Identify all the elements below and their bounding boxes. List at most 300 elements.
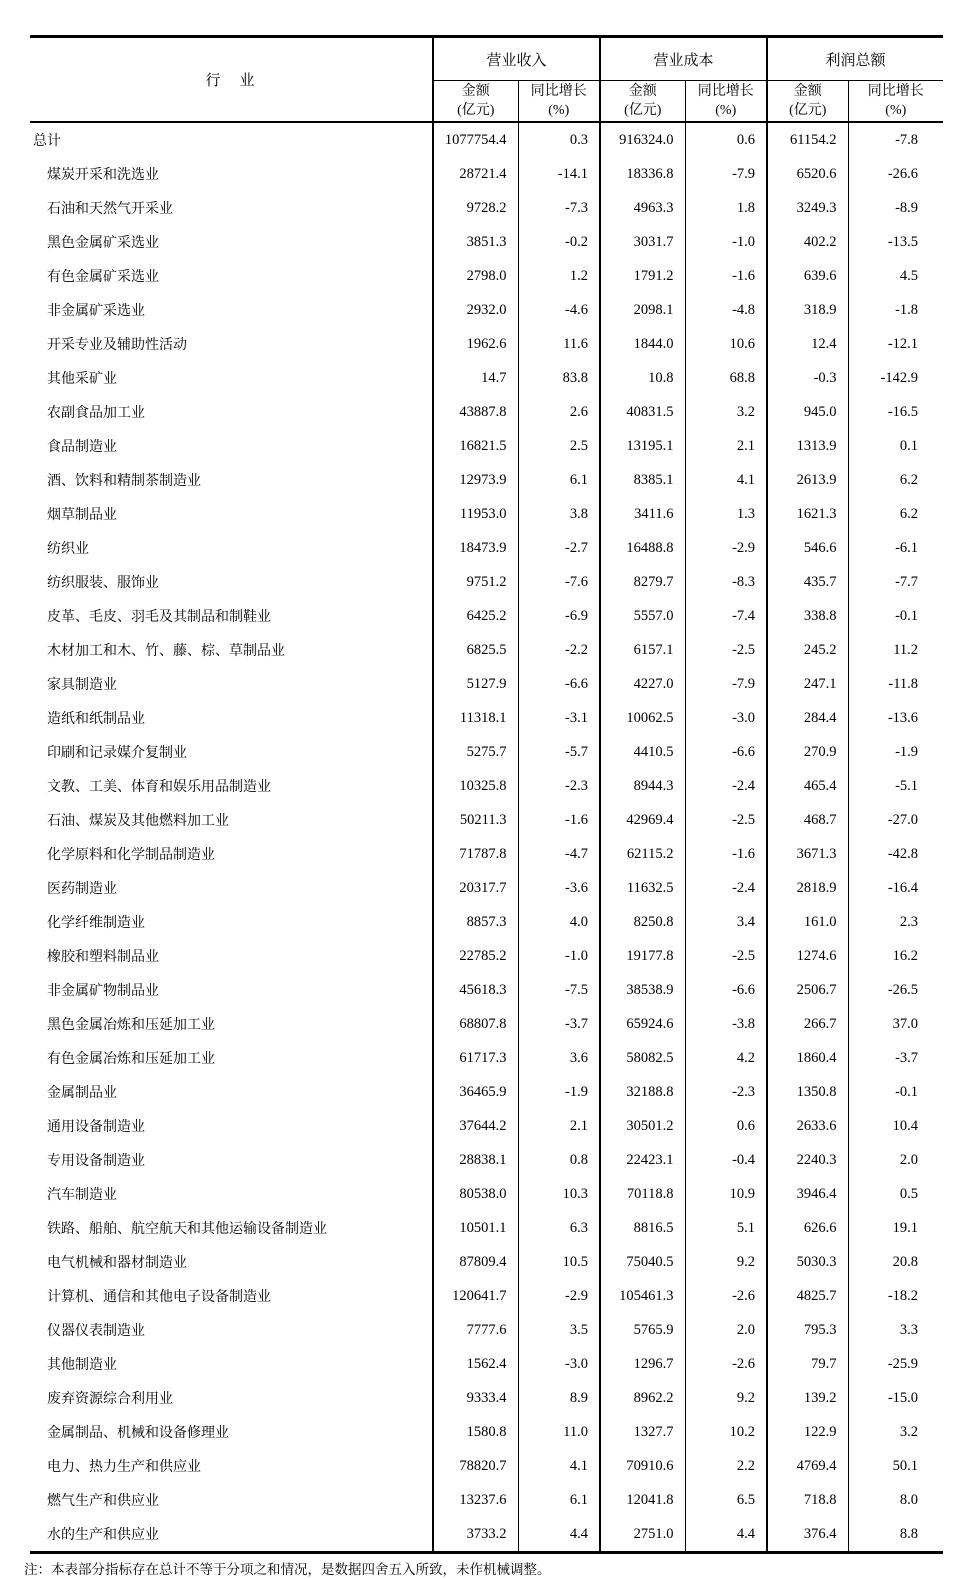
table-row [30, 531, 943, 565]
table-row [30, 327, 943, 361]
industry-name: 汽车制造业 [47, 1188, 117, 1203]
cost-amount-cell: 38538.9 [600, 973, 685, 1007]
profit-growth-cell: -142.9 [848, 361, 943, 395]
revenue-amount-cell: 9728.2 [433, 191, 518, 225]
cost-growth-cell: 3.2 [685, 395, 767, 429]
cost-amount-cell: 10062.5 [600, 701, 685, 735]
amount-unit-label: (亿元) [789, 103, 827, 118]
revenue-amount-cell: 61717.3 [433, 1041, 518, 1075]
revenue-amount-cell: 11318.1 [433, 701, 518, 735]
profit-amount-cell: 139.2 [767, 1381, 848, 1415]
cost-growth-cell: -6.6 [685, 973, 767, 1007]
profit-growth-cell: -27.0 [848, 803, 943, 837]
cost-amount-cell: 16488.8 [600, 531, 685, 565]
cost-amount-cell: 62115.2 [600, 837, 685, 871]
profit-growth-cell: 19.1 [848, 1211, 943, 1245]
profit-growth-cell: -5.1 [848, 769, 943, 803]
growth-label: 同比增长 [867, 84, 924, 99]
revenue-amount-cell: 20317.7 [433, 871, 518, 905]
table-row [30, 395, 943, 429]
table-row [30, 1109, 943, 1143]
cost-growth-cell: 4.4 [685, 1517, 767, 1553]
cost-amount-cell: 8250.8 [600, 905, 685, 939]
table-row [30, 1449, 943, 1483]
cost-growth-cell: 5.1 [685, 1211, 767, 1245]
table-row [30, 735, 943, 769]
table-row [30, 871, 943, 905]
cost-amount-cell: 65924.6 [600, 1007, 685, 1041]
cost-growth-cell: 10.9 [685, 1177, 767, 1211]
industry-name: 非金属矿物制品业 [47, 984, 159, 999]
revenue-amount-cell: 78820.7 [433, 1449, 518, 1483]
revenue-amount-cell: 1562.4 [433, 1347, 518, 1381]
industry-name: 纺织服装、服饰业 [47, 576, 159, 591]
revenue-amount-cell: 13237.6 [433, 1483, 518, 1517]
revenue-growth-cell: 2.1 [518, 1109, 600, 1143]
cost-amount-cell: 5765.9 [600, 1313, 685, 1347]
profit-amount-cell: 6520.6 [767, 157, 848, 191]
cost-growth-cell: -3.0 [685, 701, 767, 735]
cost-amount-cell: 916324.0 [600, 122, 685, 157]
table-row [30, 939, 943, 973]
table-row [30, 701, 943, 735]
cost-amount-cell: 1327.7 [600, 1415, 685, 1449]
profit-amount-cell: 61154.2 [767, 122, 848, 157]
cost-growth-cell: -0.4 [685, 1143, 767, 1177]
revenue-amount-cell: 9751.2 [433, 565, 518, 599]
cost-growth-cell: 3.4 [685, 905, 767, 939]
industry-name: 电气机械和器材制造业 [47, 1256, 187, 1271]
cost-amount-cell: 3031.7 [600, 225, 685, 259]
table-row [30, 463, 943, 497]
table-row [30, 1177, 943, 1211]
revenue-amount-cell: 2798.0 [433, 259, 518, 293]
table-row [30, 1245, 943, 1279]
cost-amount-cell: 58082.5 [600, 1041, 685, 1075]
cost-growth-cell: 1.3 [685, 497, 767, 531]
profit-growth-cell: -7.8 [848, 122, 943, 157]
revenue-amount-cell: 120641.7 [433, 1279, 518, 1313]
revenue-growth-cell: 11.6 [518, 327, 600, 361]
table-row [30, 1041, 943, 1075]
industry-name: 有色金属矿采选业 [47, 270, 159, 285]
table-row [30, 565, 943, 599]
amount-label: 金额 [461, 84, 490, 99]
industry-name: 造纸和纸制品业 [47, 712, 145, 727]
industry-statistics-table [30, 35, 943, 1554]
cost-amount-cell: 1296.7 [600, 1347, 685, 1381]
profit-amount-cell: 1350.8 [767, 1075, 848, 1109]
cost-growth-cell: 68.8 [685, 361, 767, 395]
industry-name: 石油、煤炭及其他燃料加工业 [47, 814, 229, 829]
profit-growth-cell: 37.0 [848, 1007, 943, 1041]
revenue-amount-cell: 3851.3 [433, 225, 518, 259]
profit-group-header: 利润总额 [767, 37, 943, 81]
industry-name: 农副食品加工业 [47, 406, 145, 421]
table-row [30, 769, 943, 803]
revenue-growth-cell: -1.0 [518, 939, 600, 973]
revenue-amount-cell: 28721.4 [433, 157, 518, 191]
profit-growth-cell: 6.2 [848, 463, 943, 497]
revenue-amount-cell: 6825.5 [433, 633, 518, 667]
industry-name: 纺织业 [47, 542, 89, 557]
profit-amount-cell: 79.7 [767, 1347, 848, 1381]
cost-growth-cell: -2.4 [685, 769, 767, 803]
industry-name: 酒、饮料和精制茶制造业 [47, 474, 201, 489]
industry-name: 化学原料和化学制品制造业 [47, 848, 215, 863]
profit-amount-cell: 270.9 [767, 735, 848, 769]
cost-amount-cell: 42969.4 [600, 803, 685, 837]
revenue-growth-cell: 10.3 [518, 1177, 600, 1211]
profit-amount-cell: 247.1 [767, 667, 848, 701]
revenue-growth-cell: -6.9 [518, 599, 600, 633]
cost-amount-cell: 6157.1 [600, 633, 685, 667]
profit-amount-cell: 1621.3 [767, 497, 848, 531]
revenue-group-header: 营业收入 [433, 37, 600, 81]
revenue-amount-cell: 68807.8 [433, 1007, 518, 1041]
profit-amount-cell: 945.0 [767, 395, 848, 429]
cost-growth-cell: -1.0 [685, 225, 767, 259]
profit-amount-cell: 318.9 [767, 293, 848, 327]
industry-name: 废弃资源综合利用业 [47, 1392, 173, 1407]
table-row [30, 1075, 943, 1109]
revenue-growth-cell: 6.1 [518, 1483, 600, 1517]
revenue-amount-cell: 87809.4 [433, 1245, 518, 1279]
table-row [30, 122, 943, 157]
profit-amount-cell: 1313.9 [767, 429, 848, 463]
revenue-growth-cell: -3.1 [518, 701, 600, 735]
industry-name: 专用设备制造业 [47, 1154, 145, 1169]
industry-name: 黑色金属矿采选业 [47, 236, 159, 251]
table-row [30, 497, 943, 531]
revenue-amount-cell: 5127.9 [433, 667, 518, 701]
table-row [30, 1211, 943, 1245]
amount-unit-label: (亿元) [624, 103, 662, 118]
industry-name: 化学纤维制造业 [47, 916, 145, 931]
cost-amount-cell: 18336.8 [600, 157, 685, 191]
revenue-growth-cell: -3.0 [518, 1347, 600, 1381]
industry-name: 通用设备制造业 [47, 1120, 145, 1135]
growth-label: 同比增长 [697, 84, 754, 99]
cost-amount-cell: 8944.3 [600, 769, 685, 803]
profit-growth-header [848, 81, 943, 123]
table-row [30, 1313, 943, 1347]
industry-name: 烟草制品业 [47, 508, 117, 523]
revenue-amount-cell: 18473.9 [433, 531, 518, 565]
profit-growth-cell: -1.9 [848, 735, 943, 769]
cost-growth-cell: 2.1 [685, 429, 767, 463]
table-row [30, 225, 943, 259]
growth-unit-label: (%) [548, 103, 570, 118]
cost-growth-cell: 0.6 [685, 1109, 767, 1143]
profit-amount-cell: -0.3 [767, 361, 848, 395]
amount-unit-label: (亿元) [457, 103, 495, 118]
profit-growth-cell: -0.1 [848, 1075, 943, 1109]
profit-amount-cell: 1274.6 [767, 939, 848, 973]
profit-growth-cell: -12.1 [848, 327, 943, 361]
revenue-amount-cell: 37644.2 [433, 1109, 518, 1143]
profit-growth-cell: -13.6 [848, 701, 943, 735]
table-row [30, 1483, 943, 1517]
revenue-growth-cell: 3.6 [518, 1041, 600, 1075]
cost-growth-cell: -2.6 [685, 1279, 767, 1313]
profit-amount-cell: 626.6 [767, 1211, 848, 1245]
profit-amount-cell: 376.4 [767, 1517, 848, 1553]
cost-amount-cell: 40831.5 [600, 395, 685, 429]
revenue-amount-cell: 43887.8 [433, 395, 518, 429]
cost-amount-cell: 75040.5 [600, 1245, 685, 1279]
cost-amount-cell: 5557.0 [600, 599, 685, 633]
cost-amount-cell: 22423.1 [600, 1143, 685, 1177]
revenue-growth-cell: 3.5 [518, 1313, 600, 1347]
industry-name: 木材加工和木、竹、藤、棕、草制品业 [47, 644, 285, 659]
cost-growth-header [685, 81, 767, 123]
cost-amount-cell: 105461.3 [600, 1279, 685, 1313]
revenue-amount-cell: 1580.8 [433, 1415, 518, 1449]
group-header-row [30, 37, 943, 81]
revenue-amount-cell: 36465.9 [433, 1075, 518, 1109]
cost-amount-cell: 11632.5 [600, 871, 685, 905]
industry-name: 其他采矿业 [47, 372, 117, 387]
table-row [30, 1381, 943, 1415]
revenue-amount-cell: 45618.3 [433, 973, 518, 1007]
cost-growth-cell: -1.6 [685, 259, 767, 293]
table-row [30, 1279, 943, 1313]
industry-name: 金属制品业 [47, 1086, 117, 1101]
profit-growth-cell: 8.0 [848, 1483, 943, 1517]
cost-growth-cell: -8.3 [685, 565, 767, 599]
profit-growth-cell: 4.5 [848, 259, 943, 293]
profit-growth-cell: 11.2 [848, 633, 943, 667]
cost-amount-cell: 10.8 [600, 361, 685, 395]
profit-amount-cell: 4825.7 [767, 1279, 848, 1313]
profit-amount-cell: 161.0 [767, 905, 848, 939]
revenue-amount-cell: 71787.8 [433, 837, 518, 871]
growth-unit-label: (%) [715, 103, 737, 118]
amount-label: 金额 [628, 84, 657, 99]
cost-growth-cell: 1.8 [685, 191, 767, 225]
cost-amount-cell: 19177.8 [600, 939, 685, 973]
revenue-growth-cell: 0.8 [518, 1143, 600, 1177]
revenue-amount-cell: 1077754.4 [433, 122, 518, 157]
profit-amount-cell: 2506.7 [767, 973, 848, 1007]
profit-growth-cell: -42.8 [848, 837, 943, 871]
industry-name: 开采专业及辅助性活动 [47, 338, 187, 353]
profit-amount-cell: 4769.4 [767, 1449, 848, 1483]
revenue-growth-cell: -4.6 [518, 293, 600, 327]
revenue-growth-cell: -1.6 [518, 803, 600, 837]
cost-amount-cell: 30501.2 [600, 1109, 685, 1143]
cost-growth-cell: -4.8 [685, 293, 767, 327]
profit-growth-cell: -16.5 [848, 395, 943, 429]
table-row [30, 1007, 943, 1041]
revenue-growth-cell: -14.1 [518, 157, 600, 191]
industry-name: 家具制造业 [47, 678, 117, 693]
industry-name: 仪器仪表制造业 [47, 1324, 145, 1339]
profit-growth-cell: -3.7 [848, 1041, 943, 1075]
table-row [30, 973, 943, 1007]
revenue-growth-cell: -7.3 [518, 191, 600, 225]
cost-amount-cell: 2098.1 [600, 293, 685, 327]
industry-name: 医药制造业 [47, 882, 117, 897]
cost-growth-cell: -2.4 [685, 871, 767, 905]
cost-amount-cell: 4227.0 [600, 667, 685, 701]
profit-amount-cell: 718.8 [767, 1483, 848, 1517]
profit-growth-cell: -16.4 [848, 871, 943, 905]
table-row [30, 293, 943, 327]
revenue-amount-header [433, 81, 518, 123]
revenue-amount-cell: 50211.3 [433, 803, 518, 837]
cost-growth-cell: -3.8 [685, 1007, 767, 1041]
revenue-amount-cell: 28838.1 [433, 1143, 518, 1177]
cost-growth-cell: 4.1 [685, 463, 767, 497]
revenue-amount-cell: 2932.0 [433, 293, 518, 327]
profit-amount-cell: 1860.4 [767, 1041, 848, 1075]
cost-amount-header [600, 81, 685, 123]
profit-amount-cell: 2240.3 [767, 1143, 848, 1177]
revenue-growth-cell: -5.7 [518, 735, 600, 769]
table-body [30, 122, 943, 1553]
table-row [30, 429, 943, 463]
cost-growth-cell: -2.9 [685, 531, 767, 565]
profit-growth-cell: 16.2 [848, 939, 943, 973]
cost-growth-cell: 0.6 [685, 122, 767, 157]
profit-amount-cell: 266.7 [767, 1007, 848, 1041]
industry-name: 其他制造业 [47, 1358, 117, 1373]
table-row [30, 599, 943, 633]
revenue-growth-cell: -3.6 [518, 871, 600, 905]
amount-label: 金额 [793, 84, 822, 99]
profit-growth-cell: -15.0 [848, 1381, 943, 1415]
cost-amount-cell: 70910.6 [600, 1449, 685, 1483]
cost-amount-cell: 13195.1 [600, 429, 685, 463]
revenue-growth-cell: -0.2 [518, 225, 600, 259]
revenue-growth-cell: -6.6 [518, 667, 600, 701]
profit-amount-cell: 338.8 [767, 599, 848, 633]
growth-label: 同比增长 [530, 84, 587, 99]
profit-amount-cell: 284.4 [767, 701, 848, 735]
table-row [30, 905, 943, 939]
revenue-growth-cell: 4.0 [518, 905, 600, 939]
profit-growth-cell: 2.3 [848, 905, 943, 939]
cost-growth-cell: -2.3 [685, 1075, 767, 1109]
profit-growth-cell: 6.2 [848, 497, 943, 531]
cost-amount-cell: 1844.0 [600, 327, 685, 361]
profit-growth-cell: 10.4 [848, 1109, 943, 1143]
revenue-amount-cell: 80538.0 [433, 1177, 518, 1211]
profit-amount-cell: 2633.6 [767, 1109, 848, 1143]
profit-growth-cell: -26.6 [848, 157, 943, 191]
revenue-growth-cell: 4.1 [518, 1449, 600, 1483]
table-row [30, 667, 943, 701]
cost-group-header: 营业成本 [600, 37, 767, 81]
revenue-growth-cell: -3.7 [518, 1007, 600, 1041]
revenue-growth-cell: 3.8 [518, 497, 600, 531]
industry-name: 电力、热力生产和供应业 [47, 1460, 201, 1475]
profit-amount-cell: 639.6 [767, 259, 848, 293]
table-row [30, 157, 943, 191]
revenue-amount-cell: 10325.8 [433, 769, 518, 803]
cost-growth-cell: 2.2 [685, 1449, 767, 1483]
table-row [30, 1143, 943, 1177]
cost-amount-cell: 2751.0 [600, 1517, 685, 1553]
industry-name: 黑色金属冶炼和压延加工业 [47, 1018, 215, 1033]
revenue-growth-cell: 10.5 [518, 1245, 600, 1279]
table-row [30, 803, 943, 837]
profit-growth-cell: 0.5 [848, 1177, 943, 1211]
cost-growth-cell: 6.5 [685, 1483, 767, 1517]
profit-amount-cell: 795.3 [767, 1313, 848, 1347]
industry-name: 有色金属冶炼和压延加工业 [47, 1052, 215, 1067]
revenue-growth-cell: 2.5 [518, 429, 600, 463]
revenue-growth-cell: 0.3 [518, 122, 600, 157]
cost-growth-cell: -7.9 [685, 667, 767, 701]
industry-name: 文教、工美、体育和娱乐用品制造业 [47, 780, 271, 795]
cost-growth-cell: -7.9 [685, 157, 767, 191]
cost-amount-cell: 8385.1 [600, 463, 685, 497]
profit-amount-cell: 2818.9 [767, 871, 848, 905]
growth-unit-label: (%) [885, 103, 907, 118]
revenue-amount-cell: 6425.2 [433, 599, 518, 633]
profit-amount-cell: 5030.3 [767, 1245, 848, 1279]
industry-name: 总计 [33, 134, 61, 149]
industry-name: 水的生产和供应业 [47, 1528, 159, 1543]
profit-growth-cell: -7.7 [848, 565, 943, 599]
cost-amount-cell: 1791.2 [600, 259, 685, 293]
table-row [30, 1517, 943, 1553]
industry-name: 燃气生产和供应业 [47, 1494, 159, 1509]
revenue-growth-cell: 6.3 [518, 1211, 600, 1245]
revenue-amount-cell: 10501.1 [433, 1211, 518, 1245]
revenue-growth-cell: -1.9 [518, 1075, 600, 1109]
cost-growth-cell: 4.2 [685, 1041, 767, 1075]
revenue-amount-cell: 11953.0 [433, 497, 518, 531]
cost-growth-cell: -2.5 [685, 633, 767, 667]
cost-growth-cell: -2.5 [685, 803, 767, 837]
profit-growth-cell: -25.9 [848, 1347, 943, 1381]
profit-amount-cell: 12.4 [767, 327, 848, 361]
cost-growth-cell: 10.6 [685, 327, 767, 361]
industry-name: 金属制品、机械和设备修理业 [47, 1426, 229, 1441]
cost-amount-cell: 4410.5 [600, 735, 685, 769]
table-row [30, 837, 943, 871]
revenue-growth-cell: 6.1 [518, 463, 600, 497]
footnote: 注：本表部分指标存在总计不等于分项之和情况，是数据四舍五入所致，未作机械调整。 [24, 1562, 551, 1577]
revenue-amount-cell: 12973.9 [433, 463, 518, 497]
revenue-growth-cell: -2.3 [518, 769, 600, 803]
industry-name: 非金属矿采选业 [47, 304, 145, 319]
revenue-amount-cell: 8857.3 [433, 905, 518, 939]
profit-growth-cell: 3.2 [848, 1415, 943, 1449]
cost-amount-cell: 12041.8 [600, 1483, 685, 1517]
revenue-amount-cell: 16821.5 [433, 429, 518, 463]
profit-amount-cell: 546.6 [767, 531, 848, 565]
profit-amount-cell: 435.7 [767, 565, 848, 599]
revenue-growth-cell: -2.7 [518, 531, 600, 565]
profit-amount-cell: 402.2 [767, 225, 848, 259]
cost-growth-cell: 2.0 [685, 1313, 767, 1347]
table-row [30, 191, 943, 225]
revenue-growth-cell: -7.5 [518, 973, 600, 1007]
industry-name: 计算机、通信和其他电子设备制造业 [47, 1290, 271, 1305]
cost-amount-cell: 8279.7 [600, 565, 685, 599]
table-header [30, 37, 943, 123]
table-row [30, 1415, 943, 1449]
profit-growth-cell: -18.2 [848, 1279, 943, 1313]
cost-growth-cell: -2.6 [685, 1347, 767, 1381]
revenue-amount-cell: 5275.7 [433, 735, 518, 769]
revenue-growth-cell: 4.4 [518, 1517, 600, 1553]
